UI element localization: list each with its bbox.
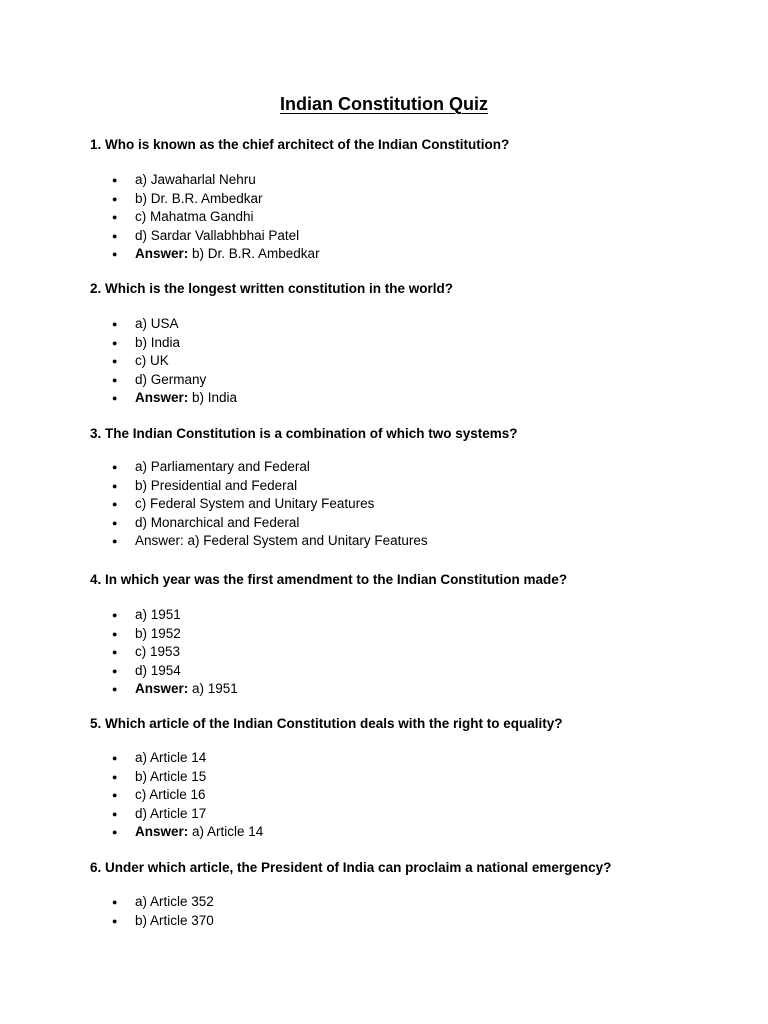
option-item bbox=[90, 208, 320, 227]
options-list-3 bbox=[90, 458, 428, 551]
bullet-icon: ● bbox=[112, 684, 118, 695]
option-item bbox=[90, 514, 428, 533]
option-item bbox=[90, 352, 237, 371]
option-text: a) Jawaharlal Nehru bbox=[135, 172, 256, 187]
option-item bbox=[90, 643, 238, 662]
option-text: a) USA bbox=[135, 316, 179, 331]
option-text: a) Parliamentary and Federal bbox=[135, 459, 310, 474]
option-text: a) 1951 bbox=[135, 607, 181, 622]
question-5: 5. Which article of the Indian Constitution deals with the right to equality? bbox=[90, 716, 563, 731]
question-3: 3. The Indian Constitution is a combination of which two systems? bbox=[90, 426, 518, 441]
bullet-icon: ● bbox=[112, 536, 118, 547]
option-item bbox=[90, 371, 237, 390]
bullet-icon: ● bbox=[112, 374, 118, 385]
answer-label: Answer: bbox=[135, 246, 189, 262]
answer-value: b) India bbox=[188, 390, 238, 406]
option-text: d) Monarchical and Federal bbox=[135, 514, 300, 530]
option-item bbox=[90, 805, 263, 824]
bullet-icon: ● bbox=[112, 790, 118, 801]
option-item bbox=[90, 495, 428, 514]
option-text: b) Article 15 bbox=[135, 768, 207, 784]
answer-value: b) Dr. B.R. Ambedkar bbox=[188, 246, 320, 262]
answer-item bbox=[90, 532, 428, 551]
option-item bbox=[90, 768, 263, 787]
option-text: d) Article 17 bbox=[135, 805, 207, 821]
option-text: c) Federal System and Unitary Features bbox=[135, 496, 375, 512]
answer-item bbox=[90, 823, 263, 842]
bullet-icon: ● bbox=[112, 337, 118, 348]
answer-label: Answer: bbox=[135, 390, 189, 406]
bullet-icon: ● bbox=[112, 897, 118, 907]
option-item bbox=[90, 893, 214, 912]
bullet-icon: ● bbox=[112, 249, 118, 260]
option-text: a) Article 14 bbox=[135, 750, 207, 765]
page-title: Indian Constitution Quiz bbox=[280, 94, 488, 114]
option-item bbox=[90, 625, 238, 644]
options-list-2 bbox=[90, 315, 237, 408]
bullet-icon: ● bbox=[112, 647, 118, 658]
answer-label: Answer: bbox=[135, 681, 189, 697]
option-text: c) Article 16 bbox=[135, 787, 206, 803]
option-text: c) 1953 bbox=[135, 644, 181, 660]
option-text: b) India bbox=[135, 334, 181, 350]
option-item bbox=[90, 171, 320, 190]
question-2: 2. Which is the longest written constitution in the world? bbox=[90, 281, 453, 296]
option-text: a) Article 352 bbox=[135, 894, 214, 909]
answer-item bbox=[90, 245, 320, 264]
option-text: c) Mahatma Gandhi bbox=[135, 209, 254, 225]
answer-label: Answer: bbox=[135, 824, 189, 840]
option-item bbox=[90, 315, 237, 334]
option-item bbox=[90, 458, 428, 477]
options-list-6 bbox=[90, 893, 214, 930]
bullet-icon: ● bbox=[112, 193, 118, 204]
bullet-icon: ● bbox=[112, 610, 118, 620]
option-text: d) Sardar Vallabhbhai Patel bbox=[135, 227, 300, 243]
question-6: 6. Under which article, the President of India can proclaim a national emergency? bbox=[90, 860, 612, 875]
options-list-4 bbox=[90, 606, 238, 699]
bullet-icon: ● bbox=[112, 808, 118, 819]
bullet-icon: ● bbox=[112, 753, 118, 763]
option-item bbox=[90, 662, 238, 681]
question-1: 1. Who is known as the chief architect of the Indian Constitution? bbox=[90, 137, 510, 152]
answer-item bbox=[90, 680, 238, 699]
bullet-icon: ● bbox=[112, 319, 118, 329]
options-list-1 bbox=[90, 171, 320, 264]
bullet-icon: ● bbox=[112, 462, 118, 472]
answer-value: Answer: a) Federal System and Unitary Features bbox=[135, 533, 428, 549]
bullet-icon: ● bbox=[112, 628, 118, 639]
bullet-icon: ● bbox=[112, 915, 118, 926]
option-text: d) 1954 bbox=[135, 662, 181, 678]
bullet-icon: ● bbox=[112, 393, 118, 404]
option-item bbox=[90, 786, 263, 805]
bullet-icon: ● bbox=[112, 175, 118, 185]
option-text: b) Dr. B.R. Ambedkar bbox=[135, 190, 263, 206]
option-text: b) Article 370 bbox=[135, 912, 214, 928]
answer-item bbox=[90, 389, 237, 408]
answer-value: a) 1951 bbox=[188, 681, 238, 697]
option-text: b) 1952 bbox=[135, 625, 181, 641]
bullet-icon: ● bbox=[112, 517, 118, 528]
bullet-icon: ● bbox=[112, 480, 118, 491]
question-4: 4. In which year was the first amendment to the Indian Constitution made? bbox=[90, 572, 568, 587]
option-item bbox=[90, 227, 320, 246]
option-item bbox=[90, 334, 237, 353]
bullet-icon: ● bbox=[112, 827, 118, 838]
option-item bbox=[90, 912, 214, 931]
option-item bbox=[90, 190, 320, 209]
option-item bbox=[90, 477, 428, 496]
options-list-5 bbox=[90, 749, 263, 842]
answer-value: a) Article 14 bbox=[188, 824, 264, 840]
bullet-icon: ● bbox=[112, 665, 118, 676]
bullet-icon: ● bbox=[112, 499, 118, 510]
bullet-icon: ● bbox=[112, 771, 118, 782]
bullet-icon: ● bbox=[112, 230, 118, 241]
option-item bbox=[90, 749, 263, 768]
option-item bbox=[90, 606, 238, 625]
bullet-icon: ● bbox=[112, 356, 118, 367]
option-text: d) Germany bbox=[135, 371, 207, 387]
option-text: c) UK bbox=[135, 353, 169, 369]
option-text: b) Presidential and Federal bbox=[135, 477, 298, 493]
bullet-icon: ● bbox=[112, 212, 118, 223]
